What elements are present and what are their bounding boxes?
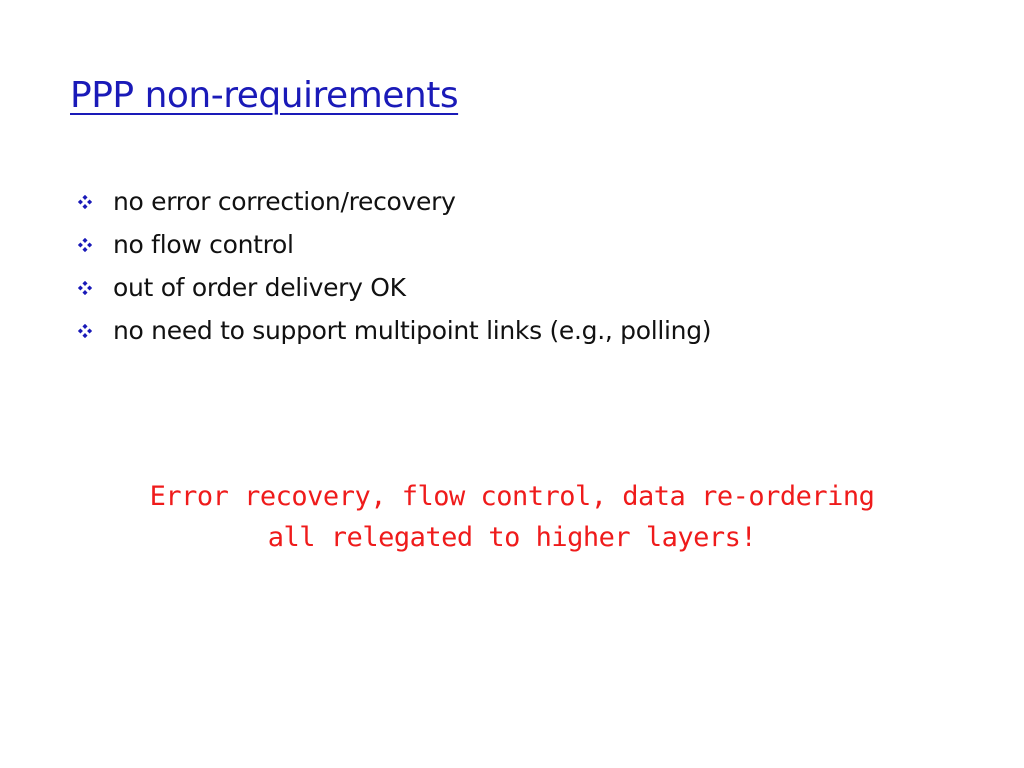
bullet-text: no error correction/recovery	[113, 187, 456, 216]
slide-title: PPP non-requirements	[70, 75, 459, 116]
bullet-list	[72, 180, 711, 352]
bullet-item	[72, 223, 711, 266]
bullet-item	[72, 309, 711, 352]
highlight-note	[62, 476, 962, 558]
note-line-1: Error recovery, flow control, data re-ordering	[149, 481, 875, 512]
bullet-item	[72, 180, 711, 223]
bullet-text: no need to support multipoint links (e.g., polling)	[113, 316, 712, 345]
note-line-2: all relegated to higher layers!	[267, 522, 757, 553]
bullet-text: out of order delivery OK	[113, 273, 406, 302]
diamond-bullet-icon	[78, 324, 92, 338]
diamond-bullet-icon	[78, 238, 92, 252]
bullet-item	[72, 266, 711, 309]
diamond-bullet-icon	[78, 195, 92, 209]
diamond-bullet-icon	[78, 281, 92, 295]
bullet-text: no flow control	[113, 230, 294, 259]
